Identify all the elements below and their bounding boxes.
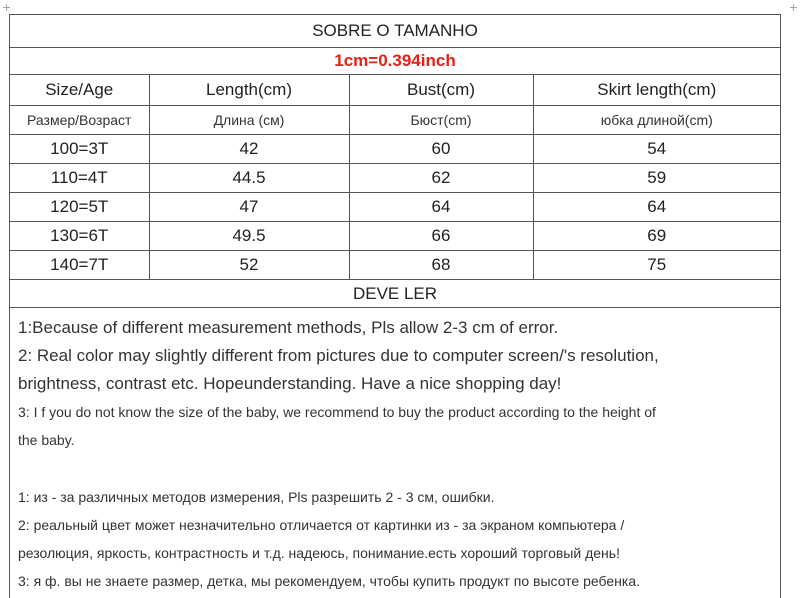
header-skirt-length-ru: юбка длиной(cm) [533,106,780,135]
note-en-2a: 2: Real color may slightly different from pictures due to computer screen/'s resolution, [18,346,659,365]
cell-size: 110=4T [10,164,149,193]
header-row-english [10,75,780,106]
cell-skirt-length: 59 [533,164,780,193]
table-row [10,164,780,193]
notes-title: DEVE LER [10,280,780,308]
header-size-age: Size/Age [10,75,149,106]
header-bust: Bust(cm) [349,75,533,106]
table-row [10,251,780,280]
corner-mark-right: + [788,1,798,14]
cell-bust: 60 [349,135,533,164]
cell-bust: 62 [349,164,533,193]
unit-conversion: 1cm=0.394inch [10,48,780,75]
cell-bust: 64 [349,193,533,222]
cell-length: 52 [149,251,349,280]
note-ru-1: 1: из - за различных методов измерения, Pls разрешить 2 - 3 см, ошибки. [18,489,495,505]
table-title: SOBRE O TAMANHO [10,15,780,48]
header-bust-ru: Бюст(cm) [349,106,533,135]
note-ru-3: 3: я ф. вы не знаете размер, детка, мы рекомендуем, чтобы купить продукт по высоте ребенка. [18,573,641,589]
note-ru-2a: 2: реальный цвет может незначительно отличается от картинки из - за экраном компьютера / [18,517,625,533]
cell-length: 42 [149,135,349,164]
cell-length: 44.5 [149,164,349,193]
cell-size: 100=3T [10,135,149,164]
cell-length: 49.5 [149,222,349,251]
table-row [10,193,780,222]
cell-size: 140=7T [10,251,149,280]
note-en-1: 1:Because of different measurement methods, Pls allow 2-3 cm of error. [18,318,559,337]
note-en-3a: 3: I f you do not know the size of the baby, we recommend to buy the product according to the height of [18,404,656,420]
note-en-3b: the baby. [18,432,75,448]
cell-skirt-length: 75 [533,251,780,280]
note-en-2b: brightness, contrast etc. Hopeunderstanding. Have a nice shopping day! [18,374,562,393]
corner-mark-left: + [2,1,12,14]
cell-skirt-length: 64 [533,193,780,222]
header-length: Length(cm) [149,75,349,106]
cell-skirt-length: 54 [533,135,780,164]
header-length-ru: Длина (см) [149,106,349,135]
header-skirt-length: Skirt length(cm) [533,75,780,106]
table-row [10,222,780,251]
notes-section [10,308,780,595]
size-chart-document [9,14,781,598]
table-row [10,135,780,164]
cell-size: 130=6T [10,222,149,251]
cell-skirt-length: 69 [533,222,780,251]
cell-size: 120=5T [10,193,149,222]
header-row-russian [10,106,780,135]
size-table [10,15,780,308]
header-size-age-ru: Размер/Возраст [10,106,149,135]
note-ru-2b: резолюция, яркость, контрастность и т.д. надеюсь, понимание.есть хороший торговый день! [18,545,620,561]
cell-length: 47 [149,193,349,222]
cell-bust: 66 [349,222,533,251]
cell-bust: 68 [349,251,533,280]
